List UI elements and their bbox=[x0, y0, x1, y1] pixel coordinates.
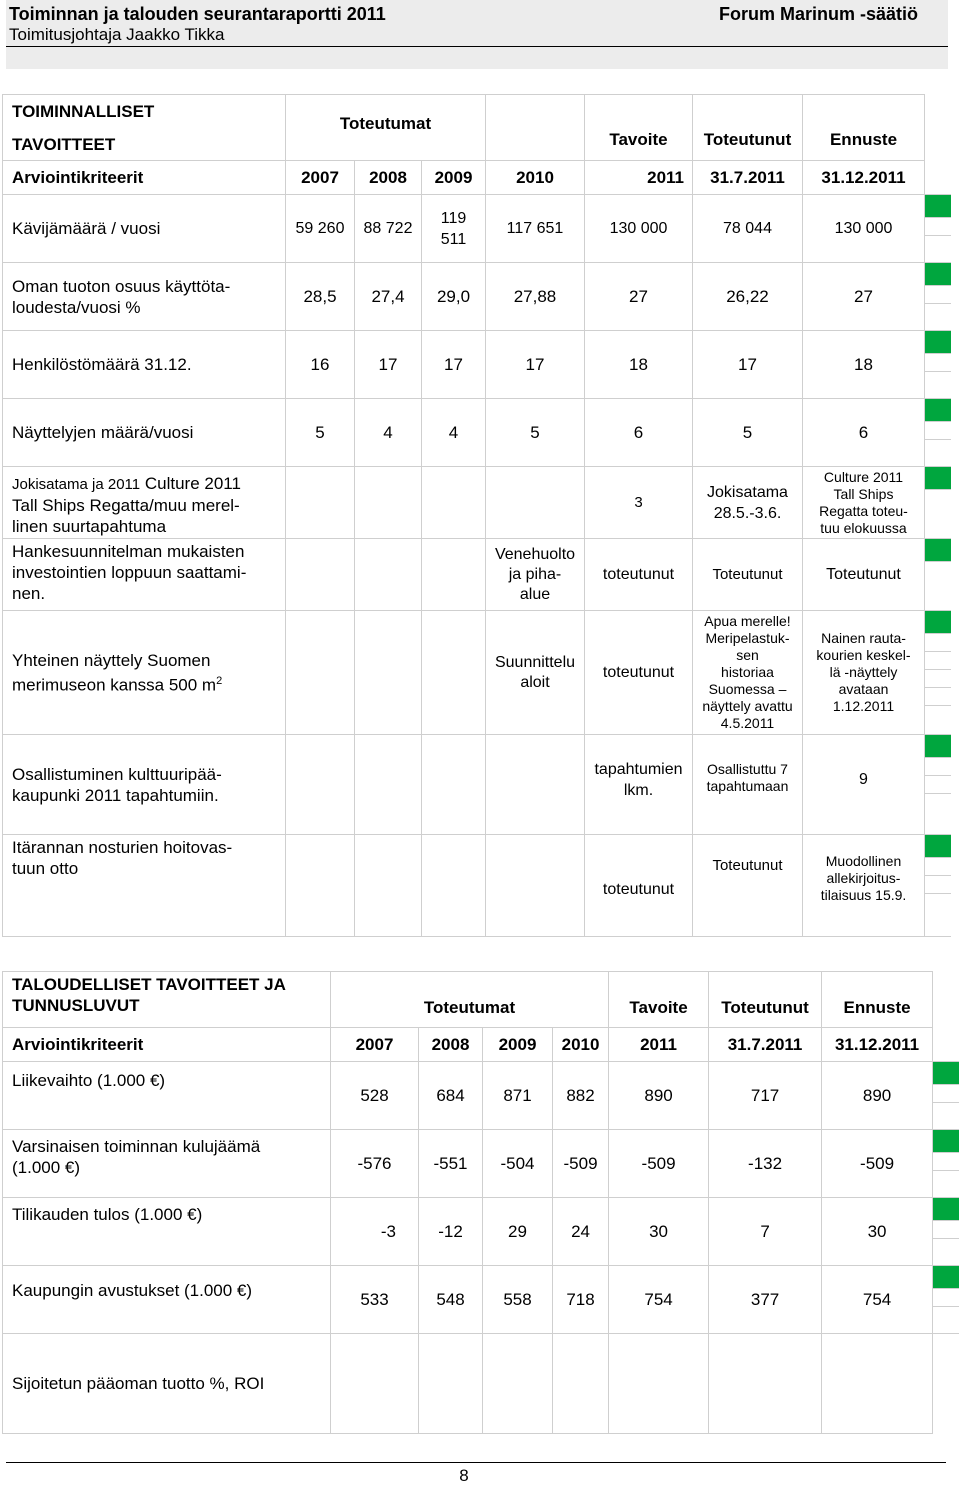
financial-goals-table bbox=[2, 971, 959, 1434]
value-cell: -509 bbox=[822, 1130, 933, 1198]
value-cell: 88 722 bbox=[355, 195, 422, 263]
value-cell: Toteutunut bbox=[803, 539, 925, 611]
value-cell bbox=[553, 1334, 609, 1434]
ops-year-cell: 2011 bbox=[585, 161, 693, 195]
ops-year-cell: 2008 bbox=[355, 161, 422, 195]
report-author: Toimitusjohtaja Jaakko Tikka bbox=[9, 25, 225, 44]
value-cell: Culture 2011 Tall Ships Regatta toteu- tuu elokuussa bbox=[803, 467, 925, 539]
value-cell: toteutunut bbox=[585, 835, 693, 937]
ops-criteria-label: Arviointikriteerit bbox=[3, 161, 286, 195]
value-cell: Muodollinen allekirjoitus- tilaisuus 15.9. bbox=[803, 835, 925, 937]
value-cell: 27,88 bbox=[486, 263, 585, 331]
fin-indicator-spacer bbox=[933, 1028, 959, 1062]
value-cell bbox=[422, 735, 486, 835]
ops-year-cell: 31.12.2011 bbox=[803, 161, 925, 195]
museum-label-sup: 2 bbox=[216, 674, 223, 687]
museum-label: Yhteinen näyttely Suomen merimuseon kanssa 500 m bbox=[12, 650, 217, 695]
ops-year-cell: 31.7.2011 bbox=[693, 161, 803, 195]
fin-indicator-spacer bbox=[933, 972, 959, 1028]
value-cell bbox=[355, 835, 422, 937]
value-cell: -132 bbox=[709, 1130, 822, 1198]
fin-year-cell: 2007 bbox=[331, 1028, 419, 1062]
value-cell bbox=[486, 467, 585, 539]
row-label: Näyttelyjen määrä/vuosi bbox=[3, 399, 286, 467]
value-cell: 3 bbox=[585, 467, 693, 539]
table-row bbox=[3, 1130, 959, 1198]
status-indicator bbox=[933, 1130, 959, 1198]
fin-year-cell: 2010 bbox=[553, 1028, 609, 1062]
status-indicator-empty bbox=[933, 1334, 959, 1434]
value-cell: 4 bbox=[422, 399, 486, 467]
value-cell: 27,4 bbox=[355, 263, 422, 331]
status-indicator bbox=[925, 195, 951, 263]
value-cell: toteutunut bbox=[585, 611, 693, 735]
table-row bbox=[3, 263, 951, 331]
value-cell: 27 bbox=[585, 263, 693, 331]
value-cell: toteutunut bbox=[585, 539, 693, 611]
table-row bbox=[3, 611, 951, 735]
value-cell: Osallistuttu 7 tapahtumaan bbox=[693, 735, 803, 835]
value-cell: -509 bbox=[609, 1130, 709, 1198]
row-label: Itärannan nosturien hoitovas- tuun otto bbox=[3, 835, 286, 937]
value-cell: 684 bbox=[419, 1062, 483, 1130]
value-cell: 6 bbox=[585, 399, 693, 467]
fin-forecast-header: Ennuste bbox=[822, 972, 933, 1028]
value-cell: 5 bbox=[286, 399, 355, 467]
value-cell: 78 044 bbox=[693, 195, 803, 263]
value-cell: 117 651 bbox=[486, 195, 585, 263]
table-row bbox=[3, 539, 951, 611]
status-indicator bbox=[925, 263, 951, 331]
value-cell bbox=[286, 611, 355, 735]
table-row bbox=[3, 835, 951, 937]
value-cell: 4 bbox=[355, 399, 422, 467]
row-label: Osallistuminen kulttuuripää- kaupunki 2011 tapahtumiin. bbox=[3, 735, 286, 835]
row-label: Henkilöstömäärä 31.12. bbox=[3, 331, 286, 399]
status-indicator bbox=[925, 331, 951, 399]
status-indicator bbox=[925, 735, 951, 835]
fin-criteria-label: Arviointikriteerit bbox=[3, 1028, 331, 1062]
value-cell bbox=[486, 735, 585, 835]
ops-indicator-spacer bbox=[925, 161, 951, 195]
row-label: Hankesuunnitelman mukaisten investointien loppuun saattami- nen. bbox=[3, 539, 286, 611]
value-cell: 30 bbox=[609, 1198, 709, 1266]
fin-year-cell: 2008 bbox=[419, 1028, 483, 1062]
fin-year-cell: 31.7.2011 bbox=[709, 1028, 822, 1062]
table-row bbox=[3, 735, 951, 835]
value-cell bbox=[709, 1334, 822, 1434]
row-label: Varsinaisen toiminnan kulujäämä (1.000 €) bbox=[3, 1130, 331, 1198]
value-cell: 7 bbox=[709, 1198, 822, 1266]
ops-year-cell: 2009 bbox=[422, 161, 486, 195]
value-cell: Suunnittelu aloit bbox=[486, 611, 585, 735]
page-number: 8 bbox=[459, 1466, 469, 1485]
row-label: Kävijämäärä / vuosi bbox=[3, 195, 286, 263]
table-row bbox=[3, 1198, 959, 1266]
value-cell: 9 bbox=[803, 735, 925, 835]
organization-name: Forum Marinum -säätiö bbox=[718, 4, 918, 24]
event-label-main: Culture 2011 Tall Ships Regatta/muu merel- linen suurtapahtuma bbox=[12, 474, 241, 536]
table-row bbox=[3, 467, 951, 539]
value-cell bbox=[355, 467, 422, 539]
value-cell: 717 bbox=[709, 1062, 822, 1130]
value-cell: Jokisatama 28.5.-3.6. bbox=[693, 467, 803, 539]
value-cell: 882 bbox=[553, 1062, 609, 1130]
value-cell bbox=[609, 1334, 709, 1434]
table-row bbox=[3, 1062, 959, 1130]
fin-target-header: Tavoite bbox=[609, 972, 709, 1028]
ops-target-header: Tavoite bbox=[585, 95, 693, 161]
status-indicator bbox=[933, 1198, 959, 1266]
value-cell: 17 bbox=[693, 331, 803, 399]
fin-year-cell: 2011 bbox=[609, 1028, 709, 1062]
ops-realized-header: Toteutunut bbox=[693, 95, 803, 161]
fin-realized-header: Toteutunut bbox=[709, 972, 822, 1028]
value-cell: 5 bbox=[486, 399, 585, 467]
value-cell: 18 bbox=[803, 331, 925, 399]
value-cell: 754 bbox=[822, 1266, 933, 1334]
value-cell: 30 bbox=[822, 1198, 933, 1266]
value-cell: 754 bbox=[609, 1266, 709, 1334]
value-cell: 558 bbox=[483, 1266, 553, 1334]
value-cell: 28,5 bbox=[286, 263, 355, 331]
value-cell bbox=[286, 539, 355, 611]
value-cell bbox=[355, 539, 422, 611]
value-cell: Apua merelle! Meripelastuk- sen historiaa Suomessa – näyttely avattu 4.5.2011 bbox=[693, 611, 803, 735]
ops-heading-line1: TOIMINNALLISET bbox=[12, 101, 155, 121]
fin-heading-line2: TUNNUSLUVUT bbox=[12, 996, 140, 1015]
ops-indicator-spacer bbox=[925, 95, 951, 161]
value-cell: 5 bbox=[693, 399, 803, 467]
value-cell: tapahtumien lkm. bbox=[585, 735, 693, 835]
fin-heading-line1: TALOUDELLISET TAVOITTEET JA bbox=[12, 975, 286, 994]
value-cell bbox=[355, 611, 422, 735]
row-label: Tilikauden tulos (1.000 €) bbox=[3, 1198, 331, 1266]
value-cell bbox=[422, 611, 486, 735]
status-indicator bbox=[925, 835, 951, 937]
event-label-prefix: Jokisatama ja 2011 bbox=[12, 476, 141, 493]
status-indicator bbox=[925, 539, 951, 611]
value-cell: 890 bbox=[609, 1062, 709, 1130]
row-label: Sijoitetun pääoman tuotto %, ROI bbox=[3, 1334, 331, 1434]
table-row bbox=[3, 195, 951, 263]
value-cell bbox=[422, 835, 486, 937]
value-cell: 130 000 bbox=[803, 195, 925, 263]
value-cell: Toteutunut bbox=[693, 539, 803, 611]
report-title: Toiminnan ja talouden seurantaraportti 2011 bbox=[9, 4, 386, 24]
row-label: Liikevaihto (1.000 €) bbox=[3, 1062, 331, 1130]
value-cell: 24 bbox=[553, 1198, 609, 1266]
ops-actuals-header: Toteutumat bbox=[286, 95, 486, 161]
status-indicator bbox=[933, 1062, 959, 1130]
value-cell: 533 bbox=[331, 1266, 419, 1334]
row-label: Kaupungin avustukset (1.000 €) bbox=[3, 1266, 331, 1334]
value-cell: 871 bbox=[483, 1062, 553, 1130]
status-indicator bbox=[925, 399, 951, 467]
value-cell: -509 bbox=[553, 1130, 609, 1198]
value-cell bbox=[486, 835, 585, 937]
value-cell: 29,0 bbox=[422, 263, 486, 331]
row-label bbox=[3, 611, 286, 735]
fin-year-cell: 2009 bbox=[483, 1028, 553, 1062]
value-cell: 17 bbox=[422, 331, 486, 399]
table-row bbox=[3, 399, 951, 467]
value-cell: 26,22 bbox=[693, 263, 803, 331]
value-cell: -576 bbox=[331, 1130, 419, 1198]
value-cell: 18 bbox=[585, 331, 693, 399]
value-cell: 29 bbox=[483, 1198, 553, 1266]
value-cell: 17 bbox=[355, 331, 422, 399]
value-cell: 27 bbox=[803, 263, 925, 331]
value-cell bbox=[355, 735, 422, 835]
table-row bbox=[3, 331, 951, 399]
value-cell: 59 260 bbox=[286, 195, 355, 263]
footer-divider bbox=[6, 1462, 946, 1463]
value-cell: 16 bbox=[286, 331, 355, 399]
value-cell: 528 bbox=[331, 1062, 419, 1130]
value-cell: Toteutunut bbox=[693, 835, 803, 937]
fin-year-cell: 31.12.2011 bbox=[822, 1028, 933, 1062]
value-cell: 890 bbox=[822, 1062, 933, 1130]
table-row bbox=[3, 1334, 959, 1434]
value-cell bbox=[286, 467, 355, 539]
value-cell bbox=[483, 1334, 553, 1434]
value-cell: 119 511 bbox=[422, 195, 486, 263]
value-cell bbox=[822, 1334, 933, 1434]
value-cell bbox=[419, 1334, 483, 1434]
value-cell: 17 bbox=[486, 331, 585, 399]
ops-heading-line2: TAVOITTEET bbox=[12, 134, 116, 154]
fin-heading bbox=[3, 972, 331, 1028]
value-cell bbox=[422, 467, 486, 539]
ops-year-cell: 2010 bbox=[486, 161, 585, 195]
value-cell bbox=[422, 539, 486, 611]
status-indicator bbox=[933, 1266, 959, 1334]
ops-forecast-header: Ennuste bbox=[803, 95, 925, 161]
status-indicator bbox=[925, 467, 951, 539]
ops-heading bbox=[3, 95, 286, 161]
value-cell: Nainen rauta- kourien keskel- lä -näyttely avataan 1.12.2011 bbox=[803, 611, 925, 735]
value-cell bbox=[286, 835, 355, 937]
value-cell: 377 bbox=[709, 1266, 822, 1334]
header-divider bbox=[6, 46, 948, 47]
value-cell: -504 bbox=[483, 1130, 553, 1198]
operational-goals-table bbox=[2, 94, 951, 937]
row-label bbox=[3, 467, 286, 539]
value-cell: Venehuolto ja piha- alue bbox=[486, 539, 585, 611]
fin-actuals-header: Toteutumat bbox=[331, 972, 609, 1028]
table-row bbox=[3, 1266, 959, 1334]
value-cell: 548 bbox=[419, 1266, 483, 1334]
value-cell: -3 bbox=[331, 1198, 419, 1266]
value-cell: 718 bbox=[553, 1266, 609, 1334]
ops-year-cell: 2007 bbox=[286, 161, 355, 195]
value-cell bbox=[331, 1334, 419, 1434]
row-label: Oman tuoton osuus käyttöta- loudesta/vuosi % bbox=[3, 263, 286, 331]
status-indicator bbox=[925, 611, 951, 735]
value-cell: 6 bbox=[803, 399, 925, 467]
value-cell bbox=[286, 735, 355, 835]
value-cell: -12 bbox=[419, 1198, 483, 1266]
ops-empty-header bbox=[486, 95, 585, 161]
value-cell: -551 bbox=[419, 1130, 483, 1198]
value-cell: 130 000 bbox=[585, 195, 693, 263]
